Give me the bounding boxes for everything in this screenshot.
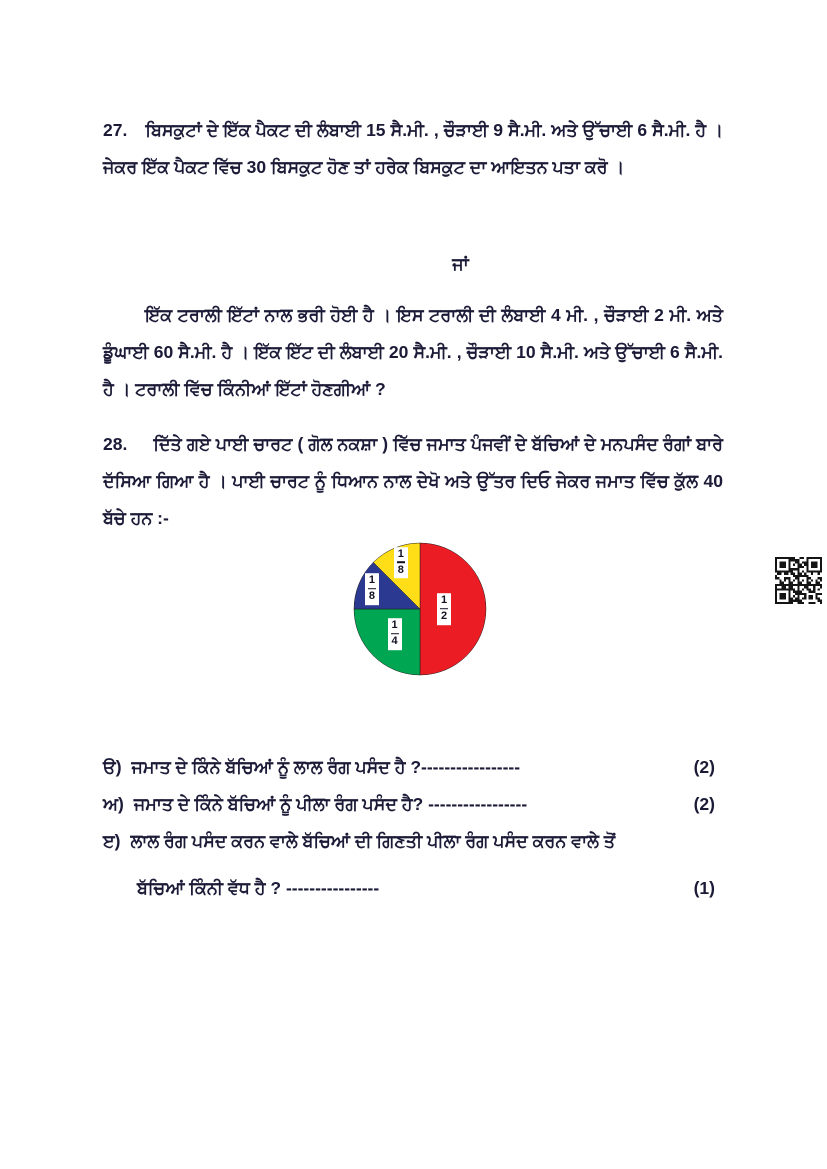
sub-question-c <box>103 823 715 860</box>
question-27-alternative-text: ਇੱਕ ਟਰਾਲੀ ਇੱਟਾਂ ਨਾਲ ਭਰੀ ਹੋਈ ਹੈ । ਇਸ ਟਰਾਲੀ ਦੀ ਲੰਬਾਈ 4 ਮੀ. , ਚੌੜਾਈ 2 ਮੀ. ਅਤੇ ਡੂੰਘਾਈ 60 ਸੈ.ਮੀ. ਹੈ । ਇੱਕ ਇੱਟ ਦੀ ਲੰਬਾਈ 20 ਸੈ.ਮੀ. , ਚੌੜਾਈ 10 ਸੈ.ਮੀ. ਅਤੇ ਉੱਚਾਈ 6 ਸੈ.ਮੀ. ਹੈ । ਟਰਾਲੀ ਵਿੱਚ ਕਿੰਨੀਆਂ ਇੱਟਾਂ ਹੋਣਗੀਆਂ ? <box>103 305 723 399</box>
pie-fraction-green: 1 4 <box>388 619 402 651</box>
qr-code-svg <box>775 557 822 604</box>
question-27 <box>103 112 723 186</box>
sub-question-b-marks: (2) <box>693 794 715 814</box>
qr-code <box>775 557 822 604</box>
or-separator: ਜਾਂ <box>452 254 469 274</box>
sub-question-a-text: ਜਮਾਤ ਦੇ ਕਿੰਨੇ ਬੱਚਿਆਂ ਨੂੰ ਲਾਲ ਰੰਗ ਪਸੰਦ ਹੈ ?----------------- <box>131 757 521 777</box>
sub-question-b-text: ਜਮਾਤ ਦੇ ਕਿੰਨੇ ਬੱਚਿਆਂ ਨੂੰ ਪੀਲਾ ਰੰਗ ਪਸੰਦ ਹੈ? ----------------- <box>133 794 528 814</box>
pie-fraction-yellow: 1 8 <box>394 547 408 579</box>
sub-question-a-marks: (2) <box>693 757 715 777</box>
question-27-number: 27. <box>103 120 128 140</box>
sub-question-c-continued <box>103 870 715 907</box>
question-28-number: 28. <box>103 434 128 454</box>
question-27-text: ਬਿਸਕੁਟਾਂ ਦੇ ਇੱਕ ਪੈਕਟ ਦੀ ਲੰਬਾਈ 15 ਸੈ.ਮੀ. , ਚੌੜਾਈ 9 ਸੈ.ਮੀ. ਅਤੇ ਉੱਚਾਈ 6 ਸੈ.ਮੀ. ਹੈ ।ਜੇਕਰ ਇੱਕ ਪੈਕਟ ਵਿੱਚ 30 ਬਿਸਕੁਟ ਹੋਣ ਤਾਂ ਹਰੇਕ ਬਿਸਕੁਟ ਦਾ ਆਇਤਨ ਪਤਾ ਕਰੋ । <box>103 120 723 177</box>
pie-fraction-red: 1 2 <box>437 593 451 625</box>
pie-chart <box>352 541 488 677</box>
sub-question-c-text: ਲਾਲ ਰੰਗ ਪਸੰਦ ਕਰਨ ਵਾਲੇ ਬੱਚਿਆਂ ਦੀ ਗਿਣਤੀ ਪੀਲਾ ਰੰਗ ਪਸੰਦ ਕਰਨ ਵਾਲੇ ਤੋਂ <box>130 831 616 851</box>
pie-fraction-blue: 1 8 <box>365 573 379 605</box>
question-28-text: ਦਿੱਤੇ ਗਏ ਪਾਈ ਚਾਰਟ ( ਗੋਲ ਨਕਸ਼ਾ ) ਵਿੱਚ ਜਮਾਤ ਪੰਜਵੀਂ ਦੇ ਬੱਚਿਆਂ ਦੇ ਮਨਪਸੰਦ ਰੰਗਾਂ ਬਾਰੇ ਦੱਸਿਆ ਗਿਆ ਹੈ । ਪਾਈ ਚਾਰਟ ਨੂੰ ਧਿਆਨ ਨਾਲ ਦੇਖੋ ਅਤੇ ਉੱਤਰ ਦਿਓ ਜੇਕਰ ਜਮਾਤ ਵਿੱਚ ਕੁੱਲ 40 ਬੱਚੇ ਹਨ :- <box>103 434 723 528</box>
pie-chart-svg <box>352 541 488 677</box>
sub-question-a <box>103 749 715 786</box>
question-28 <box>103 426 723 537</box>
sub-questions <box>103 749 715 907</box>
sub-question-c-marks: (1) <box>693 878 715 898</box>
sub-question-b <box>103 786 715 823</box>
sub-question-b-label: ਅ) <box>103 794 124 814</box>
sub-question-c-text-2: ਬੱਚਿਆਂ ਕਿੰਨੀ ਵੱਧ ਹੈ ? ---------------- <box>137 878 380 898</box>
sub-question-a-label: ੳ) <box>103 757 122 777</box>
pie-slice-red <box>420 543 486 675</box>
sub-question-c-label: ੲ) <box>103 831 121 851</box>
